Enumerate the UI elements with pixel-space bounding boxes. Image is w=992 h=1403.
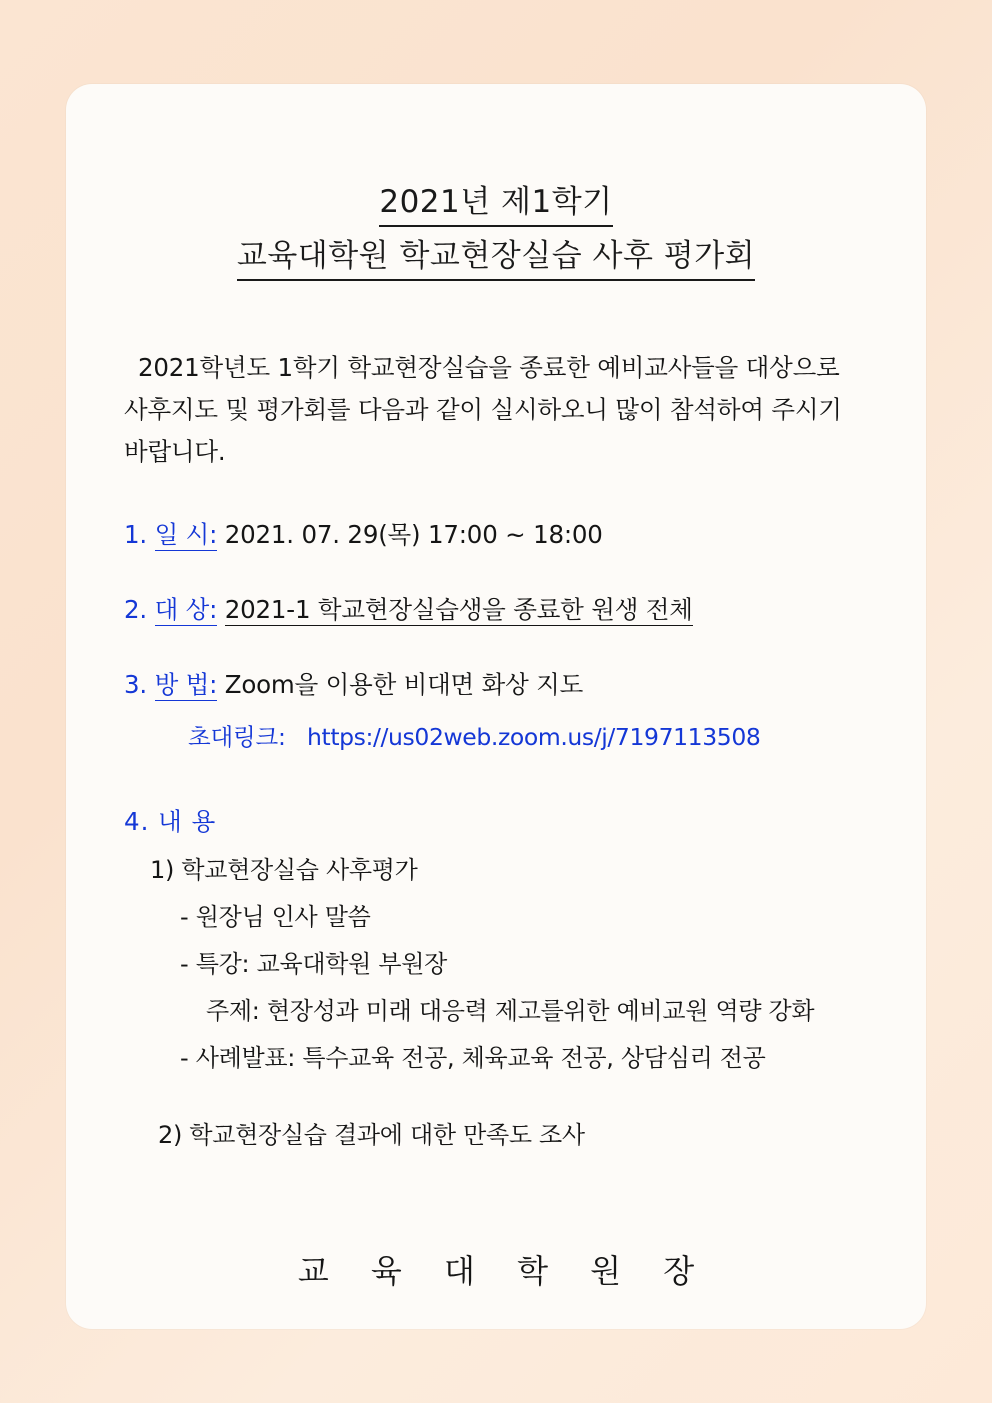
item-audience: [124, 592, 868, 629]
intro-paragraph: [124, 347, 868, 473]
intro-line-3: 바랍니다.: [124, 437, 226, 467]
content-bullet-2: - 특강: 교육대학원 부원장: [180, 949, 447, 978]
invite-link-row: [188, 720, 868, 755]
content-sub-1: 1) 학교현장실습 사후평가: [150, 855, 418, 884]
item-datetime: [124, 517, 868, 554]
item-label: 일 시:: [154, 520, 218, 550]
item-number: 3.: [124, 669, 147, 699]
title-line-2: 교육대학원 학교현장실습 사후 평가회: [237, 234, 755, 281]
item-label: 방 법:: [154, 669, 218, 699]
notice-content: [66, 84, 926, 1292]
item-number: 2.: [124, 595, 147, 625]
item-method: [124, 667, 868, 755]
page-title: [124, 180, 868, 281]
item-value: 2021. 07. 29(목) 17:00 ~ 18:00: [224, 520, 603, 550]
content-bullet-3: - 사례발표: 특수교육 전공, 체육교육 전공, 상담심리 전공: [180, 1043, 766, 1072]
content-bullet-1: - 원장님 인사 말씀: [180, 902, 371, 931]
item-label: 대 상:: [154, 595, 218, 625]
content-bullet-2-subtitle: 주제: 현장성과 미래 대응력 제고를위한 예비교원 역량 강화: [206, 996, 815, 1025]
title-line-1: 2021년 제1학기: [379, 180, 612, 227]
notice-card: [66, 84, 926, 1329]
item-number: 1.: [124, 520, 147, 550]
zoom-invite-link[interactable]: https://us02web.zoom.us/j/7197113508: [307, 722, 761, 751]
notice-items: [124, 517, 868, 755]
content-sub-2: 2) 학교현장실습 결과에 대한 만족도 조사: [158, 1120, 585, 1149]
intro-line-2: 사후지도 및 평가회를 다음과 같이 실시하오니 많이 참석하여 주시기: [124, 395, 842, 425]
signature-line: 교 육 대 학 원 장: [297, 1251, 711, 1290]
item-value: Zoom을 이용한 비대면 화상 지도: [224, 669, 584, 699]
intro-line-1: 2021학년도 1학기 학교현장실습을 종료한 예비교사들을 대상으로: [138, 353, 840, 383]
item-value: 2021-1 학교현장실습생을 종료한 원생 전체: [224, 595, 693, 625]
section-content-heading: 4. 내 용: [124, 806, 217, 836]
invite-link-label: 초대링크:: [188, 722, 286, 751]
